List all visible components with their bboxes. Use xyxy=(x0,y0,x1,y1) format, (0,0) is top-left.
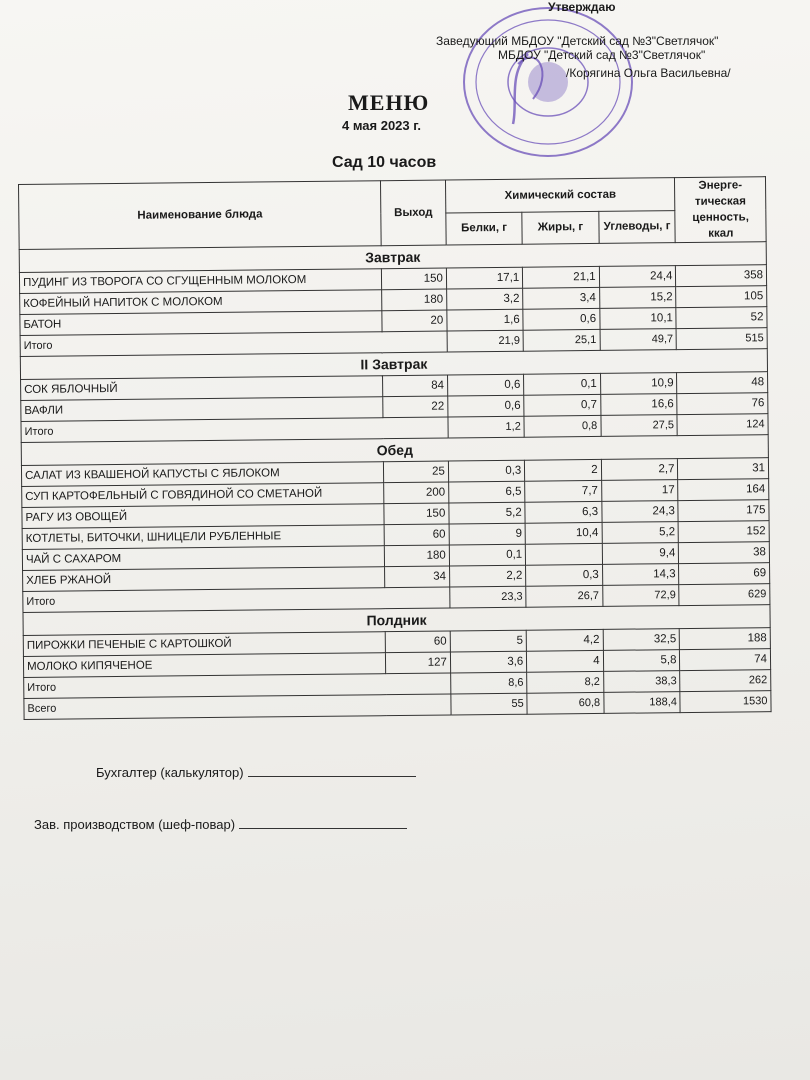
signature-chef-label: Зав. производством (шеф-повар) xyxy=(34,817,236,832)
total-label: Итого xyxy=(21,417,448,442)
dish-name: МОЛОКО КИПЯЧЕНОЕ xyxy=(23,653,385,678)
dish-carbs: 2,7 xyxy=(601,459,678,481)
dish-carbs: 5,8 xyxy=(603,650,680,672)
dish-protein: 3,6 xyxy=(450,651,527,673)
dish-carbs: 24,4 xyxy=(599,266,676,288)
total-label: Итого xyxy=(23,587,450,612)
approval-line: Заведующий МБДОУ "Детский сад №3"Светлячок" xyxy=(436,34,719,48)
signature-accountant-label: Бухгалтер (калькулятор) xyxy=(96,765,244,780)
grand-total-protein: 55 xyxy=(451,693,528,715)
dish-name: ПУДИНГ ИЗ ТВОРОГА СО СГУЩЕННЫМ МОЛОКОМ xyxy=(19,269,381,294)
dish-name: ПИРОЖКИ ПЕЧЕНЫЕ С КАРТОШКОЙ xyxy=(23,632,385,657)
dish-carbs: 16,6 xyxy=(600,394,677,416)
dish-energy: 164 xyxy=(678,479,769,501)
dish-protein: 9 xyxy=(449,523,526,545)
col-header-carbs: Углеводы, г xyxy=(598,210,675,243)
approval-title: Утверждаю xyxy=(548,0,616,14)
official-stamp xyxy=(458,4,638,164)
total-fat: 8,2 xyxy=(527,671,604,693)
dish-output: 200 xyxy=(384,482,449,504)
dish-name: ВАФЛИ xyxy=(21,397,383,422)
dish-fat: 21,1 xyxy=(523,266,600,288)
section-title: II Завтрак xyxy=(20,349,767,380)
dish-fat: 0,1 xyxy=(524,373,601,395)
dish-protein: 5,2 xyxy=(449,502,526,524)
total-energy: 262 xyxy=(680,670,771,692)
dish-output: 127 xyxy=(386,652,451,674)
dish-energy: 105 xyxy=(676,286,767,308)
total-carbs: 38,3 xyxy=(603,671,680,693)
dish-fat: 7,7 xyxy=(525,480,602,502)
dish-fat: 6,3 xyxy=(525,501,602,523)
dish-output: 150 xyxy=(382,268,447,290)
dish-energy: 52 xyxy=(676,307,767,329)
dish-name: БАТОН xyxy=(20,311,382,336)
dish-energy: 175 xyxy=(678,500,769,522)
col-header-dish: Наименование блюда xyxy=(19,181,382,250)
signature-line xyxy=(239,816,407,829)
dish-carbs: 10,9 xyxy=(600,373,677,395)
dish-carbs: 32,5 xyxy=(603,629,680,651)
section-title: Обед xyxy=(21,435,768,466)
dish-output: 150 xyxy=(384,503,449,525)
dish-output: 84 xyxy=(383,375,448,397)
dish-protein: 0,6 xyxy=(448,395,525,417)
dish-carbs: 10,1 xyxy=(599,308,676,330)
grand-total-energy: 1530 xyxy=(680,691,771,713)
dish-protein: 2,2 xyxy=(449,565,526,587)
dish-energy: 31 xyxy=(678,458,769,480)
menu-date: 4 мая 2023 г. xyxy=(342,118,421,133)
total-energy: 124 xyxy=(677,414,768,436)
dish-energy: 152 xyxy=(679,521,770,543)
dish-protein: 0,6 xyxy=(447,374,524,396)
dish-fat: 3,4 xyxy=(523,287,600,309)
total-protein: 23,3 xyxy=(450,586,527,608)
dish-protein: 6,5 xyxy=(448,481,525,503)
dish-output: 34 xyxy=(385,566,450,588)
dish-output: 20 xyxy=(382,310,447,332)
total-protein: 8,6 xyxy=(450,672,527,694)
page-title: МЕНЮ xyxy=(348,90,430,115)
dish-fat: 0,3 xyxy=(526,564,603,586)
dish-name: КОТЛЕТЫ, БИТОЧКИ, ШНИЦЕЛИ РУБЛЕННЫЕ xyxy=(22,525,384,550)
dish-energy: 38 xyxy=(679,542,770,564)
total-carbs: 72,9 xyxy=(602,585,679,607)
dish-energy: 188 xyxy=(680,628,771,650)
signature-line xyxy=(248,764,416,777)
total-energy: 629 xyxy=(679,584,770,606)
dish-fat: 10,4 xyxy=(525,522,602,544)
dish-fat: 4 xyxy=(527,650,604,672)
dish-fat: 4,2 xyxy=(526,629,603,651)
dish-fat: 2 xyxy=(525,459,602,481)
dish-energy: 69 xyxy=(679,563,770,585)
approval-signatory: /Корягина Ольга Васильевна/ xyxy=(566,66,731,80)
section-title: Завтрак xyxy=(19,242,766,273)
col-header-fat: Жиры, г xyxy=(522,211,599,244)
col-header-output: Выход xyxy=(381,180,446,246)
dish-energy: 48 xyxy=(677,372,768,394)
dish-carbs: 15,2 xyxy=(599,287,676,309)
total-fat: 26,7 xyxy=(526,585,603,607)
dish-protein: 1,6 xyxy=(447,309,524,331)
menu-subtitle: Сад 10 часов xyxy=(332,154,437,171)
total-energy: 515 xyxy=(677,328,768,350)
menu-body xyxy=(19,242,771,720)
approval-line: МБДОУ "Детский сад №3"Светлячок" xyxy=(498,48,706,62)
dish-output: 180 xyxy=(385,545,450,567)
dish-carbs: 9,4 xyxy=(602,543,679,565)
total-carbs: 49,7 xyxy=(600,329,677,351)
dish-name: КОФЕЙНЫЙ НАПИТОК С МОЛОКОМ xyxy=(20,290,382,315)
dish-output: 60 xyxy=(384,524,449,546)
dish-energy: 74 xyxy=(680,649,771,671)
total-label: Итого xyxy=(24,673,451,698)
menu-table xyxy=(18,176,772,720)
dish-protein: 17,1 xyxy=(446,267,523,289)
dish-name: САЛАТ ИЗ КВАШЕНОЙ КАПУСТЫ С ЯБЛОКОМ xyxy=(21,462,383,487)
dish-protein: 0,3 xyxy=(448,460,525,482)
dish-name: СОК ЯБЛОЧНЫЙ xyxy=(21,376,383,401)
dish-output: 180 xyxy=(382,289,447,311)
dish-protein: 3,2 xyxy=(446,288,523,310)
grand-total-carbs: 188,4 xyxy=(604,692,681,714)
dish-carbs: 14,3 xyxy=(602,564,679,586)
total-carbs: 27,5 xyxy=(601,415,678,437)
dish-carbs: 5,2 xyxy=(602,522,679,544)
dish-carbs: 24,3 xyxy=(602,501,679,523)
dish-fat: 0,7 xyxy=(524,394,601,416)
signature-chef xyxy=(34,816,407,832)
dish-name: СУП КАРТОФЕЛЬНЫЙ С ГОВЯДИНОЙ СО СМЕТАНОЙ xyxy=(22,483,384,508)
col-header-protein: Белки, г xyxy=(446,212,523,245)
grand-total-label: Всего xyxy=(24,694,451,719)
dish-name: ХЛЕБ РЖАНОЙ xyxy=(23,567,385,592)
dish-name: РАГУ ИЗ ОВОЩЕЙ xyxy=(22,504,384,529)
dish-energy: 76 xyxy=(677,393,768,415)
col-header-chemistry: Химический состав xyxy=(445,178,675,213)
dish-name: ЧАЙ С САХАРОМ xyxy=(22,546,384,571)
dish-output: 60 xyxy=(385,631,450,653)
section-title: Полдник xyxy=(23,605,770,636)
dish-energy: 358 xyxy=(676,265,767,287)
signature-accountant xyxy=(96,764,416,780)
dish-fat xyxy=(526,543,603,565)
col-header-energy: Энерге-тическая ценность, ккал xyxy=(675,177,766,243)
dish-output: 22 xyxy=(383,396,448,418)
total-protein: 1,2 xyxy=(448,416,525,438)
dish-output: 25 xyxy=(384,461,449,483)
total-fat: 0,8 xyxy=(524,415,601,437)
total-fat: 25,1 xyxy=(523,329,600,351)
total-label: Итого xyxy=(20,331,447,356)
dish-fat: 0,6 xyxy=(523,308,600,330)
dish-protein: 0,1 xyxy=(449,544,526,566)
dish-protein: 5 xyxy=(450,630,527,652)
dish-carbs: 17 xyxy=(601,480,678,502)
total-protein: 21,9 xyxy=(447,330,524,352)
grand-total-fat: 60,8 xyxy=(527,692,604,714)
